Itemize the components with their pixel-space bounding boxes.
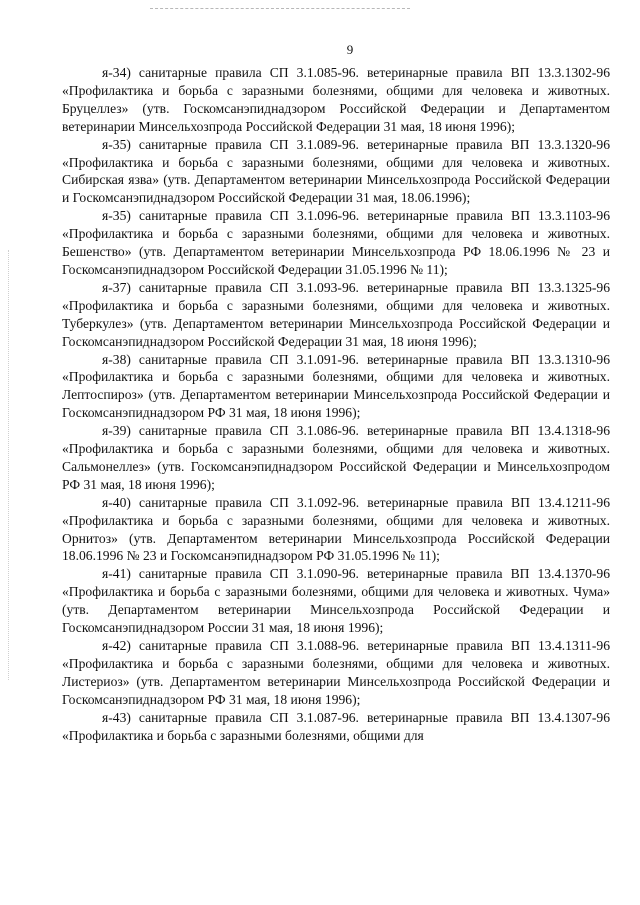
page-number: 9 [346,42,354,57]
document-body [62,64,610,744]
list-item: я-43) санитарные правила СП 3.1.087-96. ветеринарные правила ВП 13.4.1307-96 «Профилактика и борьба с заразными болезнями, общими для [62,709,610,743]
list-item: я-38) санитарные правила СП 3.1.091-96. ветеринарные правила ВП 13.3.1310-96 «Профилактика и борьба с заразными болезнями, общими для человека и животных. Лептоспироз» (утв. Департаментом ветеринарии Минсельхозпрода Российской Федерации и Госкомсанэпиднадзором РФ 31 мая, 18 июня 1996); [62,351,610,421]
list-item: я-41) санитарные правила СП 3.1.090-96. ветеринарные правила ВП 13.4.1370-96 «Профилактика и борьба с заразными болезнями, общими для человека и животных. Чума» (утв. Департаментом ветеринарии Минсельхозпрода Российской Федерации и Госкомсанэпиднадзором России 31 мая, 18 июня 1996); [62,566,610,636]
list-item: я-37) санитарные правила СП 3.1.093-96. ветеринарные правила ВП 13.3.1325-96 «Профилактика и борьба с заразными болезнями, общими для человека и животных. Туберкулез» (утв. Департаментом ветеринарии Минсельхозпрода Российской Федерации и Госкомсанэпиднадзором Российской Федерации 31 мая, 18 июня 1996); [62,279,610,349]
list-item: я-35) санитарные правила СП 3.1.096-96. ветеринарные правила ВП 13.3.1103-96 «Профилактика и борьба с заразными болезнями, общими для человека и животных. Бешенство» (утв. Департаментом ветеринарии Минсельхозпрода РФ 18.06.1996 № 23 и Госкомсанэпиднадзором Российской Федерации 31.05.1996 № 11); [62,208,610,277]
list-item: я-35) санитарные правила СП 3.1.089-96. ветеринарные правила ВП 13.3.1320-96 «Профилактика и борьба с заразными болезнями, общими для человека и животных. Сибирская язва» (утв. Департаментом ветеринарии Минсельхозпрода Российской Федерации и Госкомсанэпиднадзором Российской Федерации 31 мая, 18.06.1996); [62,136,610,206]
list-item: я-42) санитарные правила СП 3.1.088-96. ветеринарные правила ВП 13.4.1311-96 «Профилактика и борьба с заразными болезнями, общими для человека и животных. Листериоз» (утв. Департаментом ветеринарии Минсельхозпрода Российской Федерации и Госкомсанэпиднадзором РФ 31 мая, 18 июня 1996); [62,638,610,707]
scan-artifact-top [150,8,410,10]
list-item: я-40) санитарные правила СП 3.1.092-96. ветеринарные правила ВП 13.4.1211-96 «Профилактика и борьба с заразными болезнями, общими для человека и животных. Орнитоз» (утв. Департаментом ветеринарии Минсельхозпрода Российской Федерации 18.06.1996 № 23 и Госкомсанэпиднадзором РФ 31.05.1996 № 11); [62,494,610,564]
list-item: я-34) санитарные правила СП 3.1.085-96. ветеринарные правила ВП 13.3.1302-96 «Профилактика и борьба с заразными болезнями, общими для человека и животных. Бруцеллез» (утв. Госкомсанэпиднадзором Российской Федерации и Департаментом ветеринарии Минсельхозпрода Российской Федерации 31 мая, 18 июня 1996); [62,65,610,134]
scan-artifact-left [8,250,10,680]
list-item: я-39) санитарные правила СП 3.1.086-96. ветеринарные правила ВП 13.4.1318-96 «Профилактика и борьба с заразными болезнями, общими для человека и животных. Сальмонеллез» (утв. Госкомсанэпиднадзором Российской Федерации и Минсельхозпродом РФ 31 мая, 18 июня 1996); [62,423,610,492]
